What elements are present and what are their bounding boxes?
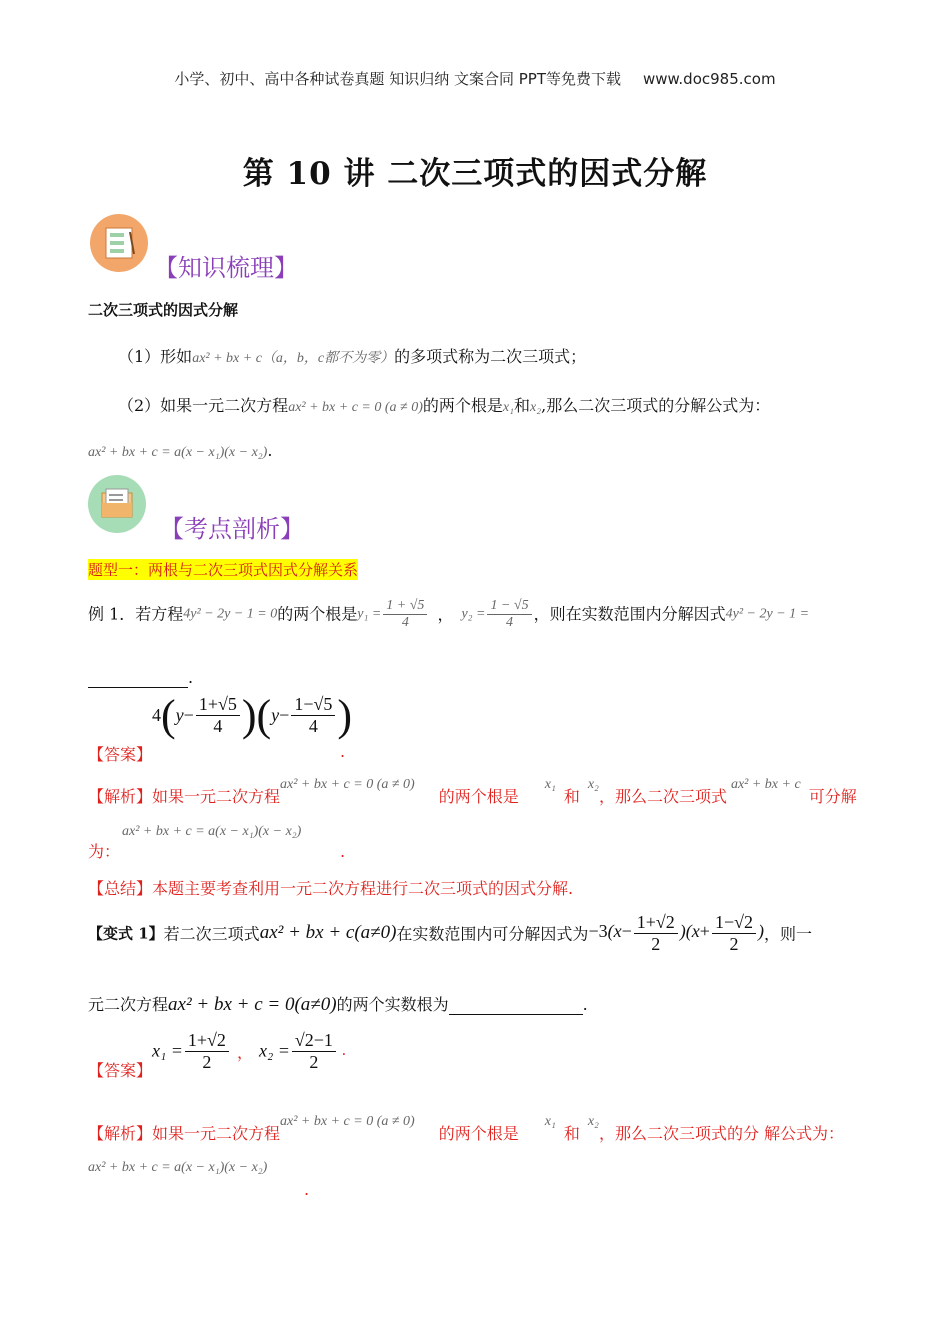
ex1-lead: 例 1．若方程 <box>88 604 184 624</box>
ex1-blank-line <box>88 668 193 688</box>
ans-lparen2: ( <box>256 691 272 740</box>
header-text: 小学、初中、高中各种试卷真题 知识归纳 文案合同 PPT等免费下载 <box>174 70 621 88</box>
v1-minus: − <box>621 921 632 942</box>
v1-a-frac2 <box>292 1030 336 1072</box>
v1-factored: −3(x− $\frac{1+√2}{2}$ )(x+ $\frac{1-√2}{2}$ ) <box>588 912 764 954</box>
ex1-jiexi-mid: 的两个根是 <box>438 787 519 806</box>
v1-line2-tail: 的两个实数根为 <box>336 995 449 1014</box>
ex1-jiexi-eq: ax² + bx + c = 0 (a ≠ 0) <box>280 777 415 792</box>
v1-jiexi-eq: ax² + bx + c = 0 (a ≠ 0) <box>280 1114 415 1129</box>
k1-tail: 的多项式称为二次三项式； <box>394 347 587 366</box>
ex1-y1-den: 4 <box>401 615 409 631</box>
ex1-summary: 【总结】本题主要考查利用一元二次方程进行二次三项式的因式分解. <box>88 879 574 898</box>
v1-a-x2: x₂ = <box>258 1040 290 1061</box>
v1-answer <box>152 1030 346 1072</box>
ans-y1: y <box>175 705 184 725</box>
v1-a-num2: √2−1 <box>292 1030 336 1052</box>
page-header <box>0 68 950 89</box>
v1-num2: 1−√2 <box>712 912 756 934</box>
ex1-mid: 的两个根是 <box>277 604 358 624</box>
ans-y2: y <box>271 705 280 725</box>
v1-num1: 1+√2 <box>634 912 678 934</box>
type-1-label: 题型一：两根与二次三项式因式分解关系 <box>88 561 359 579</box>
ex1-y2-frac <box>487 598 531 631</box>
folder-icon <box>88 475 146 533</box>
ex1-tail: ，则在实数范围内分解因式 <box>533 604 726 624</box>
k1-label: （1）形如 <box>118 347 193 366</box>
ex1-jiexi-tail: ，那么二次三项式 <box>598 787 727 806</box>
example-1 <box>88 598 809 631</box>
ex1-jiexi-poly: ax² + bx + c <box>730 777 801 792</box>
ans-frac2 <box>291 694 335 736</box>
v1-tail: ，则一 <box>763 924 812 944</box>
v1-a-end: . <box>341 1042 346 1060</box>
v1-jiexi-he: 和 <box>563 1124 580 1143</box>
ans-lparen1: ( <box>161 691 176 740</box>
ex1-jiexi-dot: . <box>340 842 346 861</box>
v1-den1: 2 <box>651 933 661 954</box>
k1-math: ax² + bx + c（a，b，c都不为零） <box>192 351 395 366</box>
v1-a-frac1 <box>185 1030 229 1072</box>
v1-answer-label: 【答案】 <box>88 1061 153 1080</box>
v1-lead: 若二次三项式 <box>163 924 260 944</box>
v1-jiexi-label: 【解析】如果一元二次方程 <box>88 1124 281 1143</box>
ex1-jiexi-label: 【解析】如果一元二次方程 <box>88 787 281 806</box>
v1-x2: x <box>691 921 700 942</box>
v1-jiexi-tail: ，那么二次三项式的分 解公式为： <box>598 1124 845 1143</box>
v1-coef: −3 <box>588 921 608 942</box>
v1-mid: 在实数范围内可分解因式为 <box>396 924 589 944</box>
v1-a-comma: ， <box>236 1044 253 1062</box>
header-site: www.doc985.com <box>642 70 776 88</box>
ans-den1: 4 <box>213 716 223 736</box>
ans-end: . <box>340 742 346 761</box>
ex1-wei: 为： <box>88 842 121 861</box>
knowledge-formula <box>88 441 272 461</box>
formula-end: . <box>267 441 273 460</box>
ex1-jiexi-x2: x₂ <box>587 777 599 792</box>
v1-line2-lead: 元二次方程 <box>88 995 169 1014</box>
ans-minus1: − <box>183 705 194 725</box>
ans-den2: 4 <box>308 716 318 736</box>
ex1-answer <box>152 690 352 741</box>
ex1-y1-num: 1 + √5 <box>383 598 427 615</box>
k2-he: 和 <box>514 396 531 415</box>
variant-1-line2 <box>88 992 588 1016</box>
v1-a-den2: 2 <box>309 1051 319 1072</box>
v1-jiexi-x1: x₁ <box>544 1114 556 1129</box>
ex1-y2-lhs: y₂ = <box>461 606 486 622</box>
v1-poly: ax² + bx + c(a≠0) <box>259 922 397 944</box>
knowledge-item-2 <box>118 393 770 416</box>
ex1-y2-num: 1 − √5 <box>487 598 531 615</box>
ex1-eq: 4y² − 2y − 1 = 0 <box>183 606 278 622</box>
ex1-jiexi <box>88 770 857 806</box>
v1-jiexi-end: . <box>304 1180 310 1199</box>
notebook-icon <box>90 214 148 272</box>
ex1-comma: ， <box>437 604 454 624</box>
v1-frac2 <box>712 912 756 954</box>
ex1-jiexi-end: 可分解 <box>808 787 857 806</box>
knowledge-item-1 <box>118 344 586 367</box>
k2-mid: 的两个根是 <box>422 396 503 415</box>
knowledge-heading: 二次三项式的因式分解 <box>88 301 239 319</box>
v1-den2: 2 <box>729 933 739 954</box>
v1-plus: + <box>699 921 710 942</box>
v1-label: 【变式 1】 <box>88 924 164 943</box>
k2-x1: x₁ <box>502 400 514 415</box>
ans-minus2: − <box>279 705 290 725</box>
ans-rparen2: ) <box>337 691 352 740</box>
ex1-jiexi-he: 和 <box>563 787 580 806</box>
ex1-poly: 4y² − 2y − 1 = <box>725 606 810 622</box>
formula: ax² + bx + c = a(x − x₁)(x − x₂) <box>88 445 268 460</box>
v1-end: . <box>582 995 588 1014</box>
ex1-y1-lhs: y₁ = <box>357 606 382 622</box>
ex1-jiexi-formula: ax² + bx + c = a(x − x₁)(x − x₂) <box>122 824 302 839</box>
v1-x1: x <box>613 921 622 942</box>
v1-a-num1: 1+√2 <box>185 1030 229 1052</box>
ans-num1: 1+√5 <box>196 694 240 716</box>
section-analysis-title: 【考点剖析】 <box>160 515 304 543</box>
k2-x2: x₂ <box>530 400 542 415</box>
v1-jiexi-formula: ax² + bx + c = a(x − x₁)(x − x₂) <box>88 1160 268 1175</box>
ex1-jiexi-x1: x₁ <box>544 777 556 792</box>
section-knowledge-title: 【知识梳理】 <box>154 254 298 282</box>
v1-jiexi <box>88 1107 845 1143</box>
ans-frac1 <box>196 694 240 736</box>
page-title: 第 10 讲 二次三项式的因式分解 <box>242 156 708 192</box>
v1-frac1 <box>634 912 678 954</box>
v1-jiexi-x2: x₂ <box>587 1114 599 1129</box>
ex1-end: . <box>188 668 194 687</box>
v1-line2-eq: ax² + bx + c = 0(a≠0) <box>168 994 337 1015</box>
ex1-y1-frac <box>383 598 427 631</box>
ans-coef: 4 <box>152 705 161 725</box>
v1-a-den1: 2 <box>202 1051 212 1072</box>
ans-rparen1: ) <box>241 691 257 740</box>
ex1-y2-den: 4 <box>506 615 514 631</box>
ex1-answer-label: 【答案】 <box>88 745 153 764</box>
k2-label: （2）如果一元二次方程 <box>118 396 289 415</box>
k2-tail: ,那么二次三项式的分解公式为： <box>541 396 771 415</box>
ex1-blank <box>88 668 188 688</box>
variant-1 <box>88 912 812 954</box>
v1-jiexi-mid: 的两个根是 <box>438 1124 519 1143</box>
v1-a-x1: x₁ = <box>152 1040 183 1061</box>
k2-eq: ax² + bx + c = 0 (a ≠ 0) <box>288 400 423 415</box>
v1-blank <box>449 995 583 1015</box>
ans-num2: 1−√5 <box>291 694 335 716</box>
